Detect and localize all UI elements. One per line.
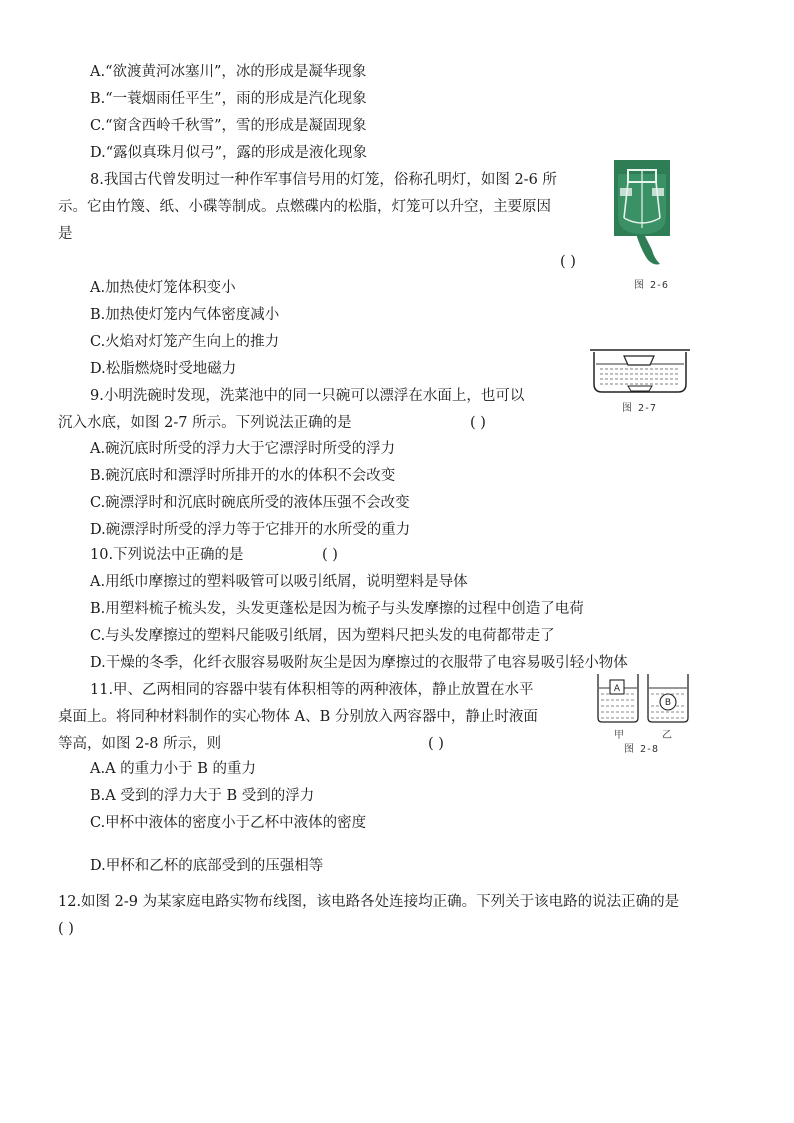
q9-option-a: A.碗沉底时所受的浮力大于它漂浮时所受的浮力 xyxy=(90,441,396,457)
q8-option-b: B.加热使灯笼内气体密度减小 xyxy=(90,307,280,323)
q11-option-a: A.A 的重力小于 B 的重力 xyxy=(90,761,257,777)
q9-option-b: B.碗沉底时和漂浮时所排开的水的体积不会改变 xyxy=(90,468,396,484)
q12-answer-paren: ( ) xyxy=(58,921,74,937)
q10-answer-paren: ( ) xyxy=(322,547,338,563)
q11-stem-line2: 桌面上。将同种材料制作的实心物体 A、B 分别放入两容器中，静止时液面 xyxy=(58,709,538,725)
q11-option-c: C.甲杯中液体的密度小于乙杯中液体的密度 xyxy=(90,815,367,831)
q8-option-a: A.加热使灯笼体积变小 xyxy=(90,280,236,296)
q10-option-c: C.与头发摩擦过的塑料尺能吸引纸屑，因为塑料尺把头发的电荷都带走了 xyxy=(90,628,555,644)
object-a-label: A xyxy=(613,684,621,694)
figure-2-6-caption: 图 2-6 xyxy=(634,280,669,291)
q7-option-d: D.“露似真珠月似弓”，露的形成是液化现象 xyxy=(90,145,368,161)
beaker-yi-label: 乙 xyxy=(662,730,672,741)
beaker-jia xyxy=(598,674,638,722)
q8-option-d: D.松脂燃烧时受地磁力 xyxy=(90,361,237,377)
figure-2-7-caption: 图 2-7 xyxy=(622,403,657,414)
q7-option-b: B.“一蓑烟雨任平生”，雨的形成是汽化现象 xyxy=(90,91,367,107)
lantern-figure xyxy=(614,160,670,270)
q10-option-a: A.用纸巾摩擦过的塑料吸管可以吸引纸屑，说明塑料是导体 xyxy=(90,574,468,590)
q9-stem-line2: 沉入水底，如图 2-7 所示。下列说法正确的是 xyxy=(58,415,352,431)
q8-stem-line2: 示。它由竹篾、纸、小碟等制成。点燃碟内的松脂，灯笼可以升空，主要原因 xyxy=(58,199,551,215)
q8-option-c: C.火焰对灯笼产生向上的推力 xyxy=(90,334,280,350)
q11-option-b: B.A 受到的浮力大于 B 受到的浮力 xyxy=(90,788,315,804)
beaker-jia-label: 甲 xyxy=(614,730,624,741)
q8-stem-line3: 是 xyxy=(58,226,73,242)
q8-answer-paren: ( ) xyxy=(560,254,576,270)
q12-stem: 12.如图 2-9 为某家庭电路实物布线图，该电路各处连接均正确。下列关于该电路的说法正确的是 xyxy=(58,894,680,910)
q9-option-c: C.碗漂浮时和沉底时碗底所受的液体压强不会改变 xyxy=(90,495,410,511)
q9-stem-line1: 9.小明洗碗时发现，洗菜池中的同一只碗可以漂浮在水面上，也可以 xyxy=(90,388,525,404)
beakers-figure xyxy=(594,670,694,724)
q8-stem-line1: 8.我国古代曾发明过一种作军事信号用的灯笼，俗称孔明灯，如图 2-6 所 xyxy=(90,172,557,188)
q10-option-b: B.用塑料梳子梳头发，头发更蓬松是因为梳子与头发摩擦的过程中创造了电荷 xyxy=(90,601,584,617)
q10-stem: 10.下列说法中正确的是 xyxy=(90,547,244,563)
q11-option-d: D.甲杯和乙杯的底部受到的压强相等 xyxy=(90,858,324,874)
figure-2-8-caption: 图 2-8 xyxy=(624,744,659,755)
q7-option-a: A.“欲渡黄河冰塞川”，冰的形成是凝华现象 xyxy=(90,64,367,80)
q9-answer-paren: ( ) xyxy=(470,415,486,431)
object-b-label: B xyxy=(664,698,672,708)
q9-option-d: D.碗漂浮时所受的浮力等于它排开的水所受的重力 xyxy=(90,522,411,538)
q11-stem-line3: 等高，如图 2-8 所示，则 xyxy=(58,736,222,752)
q7-option-c: C.“窗含西岭千秋雪”，雪的形成是凝固现象 xyxy=(90,118,367,134)
q11-stem-line1: 11.甲、乙两相同的容器中装有体积相等的两种液体，静止放置在水平 xyxy=(90,682,534,698)
q11-answer-paren: ( ) xyxy=(428,736,444,752)
sink-figure xyxy=(588,348,692,396)
q10-option-d: D.干燥的冬季，化纤衣服容易吸附灰尘是因为摩擦过的衣服带了电容易吸引轻小物体 xyxy=(90,655,628,671)
